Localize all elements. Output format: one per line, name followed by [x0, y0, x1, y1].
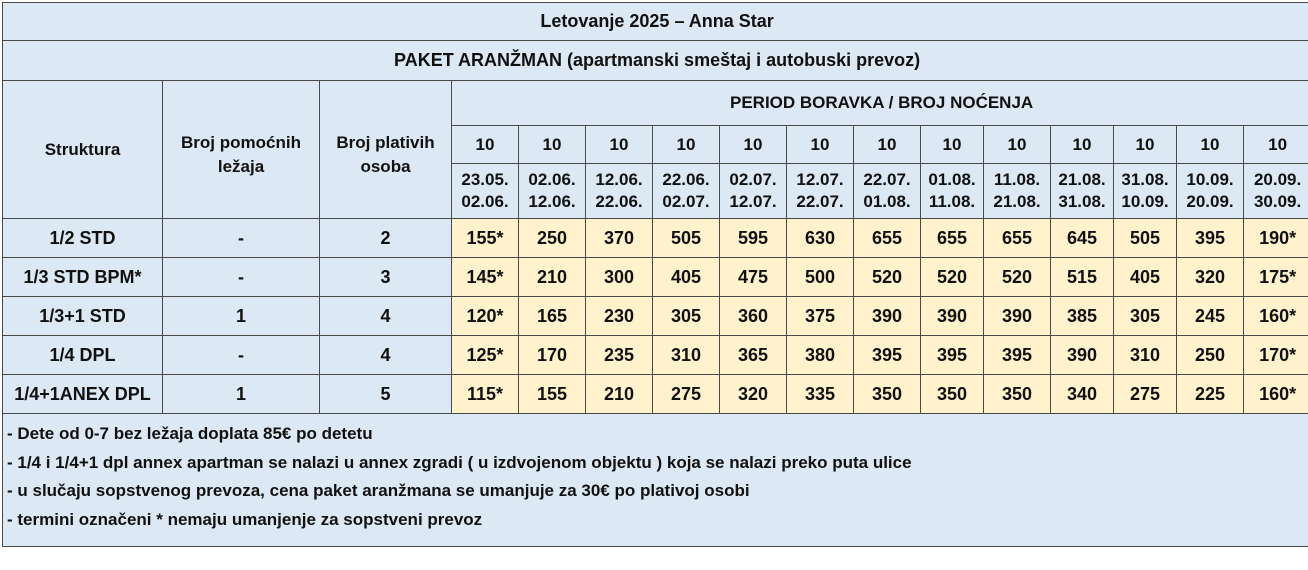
row-pomocni: -	[163, 258, 320, 297]
period-from: 23.05.	[452, 169, 518, 191]
price-cell: 515	[1051, 258, 1114, 297]
price-cell: 155*	[452, 219, 519, 258]
period-from: 20.09.	[1244, 169, 1308, 191]
row-struktura: 1/4 DPL	[3, 336, 163, 375]
period-dates	[1244, 164, 1308, 219]
price-cell: 275	[1114, 375, 1177, 414]
period-to: 20.09.	[1177, 191, 1243, 213]
period-to: 21.08.	[984, 191, 1050, 213]
period-nights: 10	[1177, 126, 1244, 164]
period-dates	[519, 164, 586, 219]
period-nights: 10	[653, 126, 720, 164]
price-cell: 300	[586, 258, 653, 297]
period-nights: 10	[921, 126, 984, 164]
period-to: 01.08.	[854, 191, 920, 213]
period-dates	[1051, 164, 1114, 219]
row-plativ: 4	[320, 297, 452, 336]
price-cell: 390	[1051, 336, 1114, 375]
price-cell: 305	[653, 297, 720, 336]
price-cell: 320	[720, 375, 787, 414]
price-cell: 395	[984, 336, 1051, 375]
table-row	[3, 336, 1308, 375]
price-cell: 115*	[452, 375, 519, 414]
price-cell: 395	[854, 336, 921, 375]
price-cell: 275	[653, 375, 720, 414]
period-to: 11.08.	[921, 191, 983, 213]
price-cell: 170	[519, 336, 586, 375]
period-dates	[921, 164, 984, 219]
row-pomocni: -	[163, 219, 320, 258]
price-cell: 225	[1177, 375, 1244, 414]
price-cell: 655	[854, 219, 921, 258]
price-cell: 505	[1114, 219, 1177, 258]
price-cell: 645	[1051, 219, 1114, 258]
row-plativ: 5	[320, 375, 452, 414]
table-row	[3, 375, 1308, 414]
period-to: 22.06.	[586, 191, 652, 213]
price-cell: 245	[1177, 297, 1244, 336]
price-cell: 365	[720, 336, 787, 375]
period-nights: 10	[452, 126, 519, 164]
period-dates	[984, 164, 1051, 219]
price-cell: 395	[1177, 219, 1244, 258]
period-dates	[720, 164, 787, 219]
price-cell: 120*	[452, 297, 519, 336]
header-struktura: Struktura	[3, 81, 163, 219]
price-cell: 390	[984, 297, 1051, 336]
price-cell: 390	[854, 297, 921, 336]
price-cell: 395	[921, 336, 984, 375]
period-nights: 10	[519, 126, 586, 164]
period-nights: 10	[787, 126, 854, 164]
period-from: 22.07.	[854, 169, 920, 191]
price-cell: 210	[586, 375, 653, 414]
period-nights: 10	[854, 126, 921, 164]
period-nights: 10	[1051, 126, 1114, 164]
row-struktura: 1/2 STD	[3, 219, 163, 258]
price-cell: 250	[519, 219, 586, 258]
period-to: 22.07.	[787, 191, 853, 213]
price-cell: 160*	[1244, 297, 1308, 336]
price-cell: 125*	[452, 336, 519, 375]
price-cell: 350	[921, 375, 984, 414]
price-cell: 520	[854, 258, 921, 297]
period-nights: 10	[586, 126, 653, 164]
row-struktura: 1/4+1ANEX DPL	[3, 375, 163, 414]
price-cell: 655	[984, 219, 1051, 258]
price-cell: 235	[586, 336, 653, 375]
row-struktura: 1/3+1 STD	[3, 297, 163, 336]
note-line: - 1/4 i 1/4+1 dpl annex apartman se nalazi u annex zgradi ( u izdvojenom objektu ) koja se nalazi preko puta ulice	[7, 449, 1307, 478]
period-from: 12.06.	[586, 169, 652, 191]
price-cell: 145*	[452, 258, 519, 297]
price-cell: 230	[586, 297, 653, 336]
price-table	[2, 2, 1308, 547]
period-from: 10.09.	[1177, 169, 1243, 191]
price-cell: 385	[1051, 297, 1114, 336]
row-struktura: 1/3 STD BPM*	[3, 258, 163, 297]
price-cell: 390	[921, 297, 984, 336]
price-cell: 350	[984, 375, 1051, 414]
period-dates	[452, 164, 519, 219]
period-nights: 10	[1244, 126, 1308, 164]
price-cell: 305	[1114, 297, 1177, 336]
price-cell: 350	[854, 375, 921, 414]
price-cell: 175*	[1244, 258, 1308, 297]
price-cell: 335	[787, 375, 854, 414]
price-cell: 405	[653, 258, 720, 297]
price-cell: 320	[1177, 258, 1244, 297]
header-period: PERIOD BORAVKA / BROJ NOĆENJA	[452, 81, 1308, 126]
period-from: 12.07.	[787, 169, 853, 191]
price-cell: 380	[787, 336, 854, 375]
period-dates	[653, 164, 720, 219]
table-subtitle: PAKET ARANŽMAN (apartmanski smeštaj i autobuski prevoz)	[3, 41, 1308, 81]
row-pomocni: 1	[163, 375, 320, 414]
period-to: 31.08.	[1051, 191, 1113, 213]
notes-section	[3, 414, 1308, 547]
row-pomocni: 1	[163, 297, 320, 336]
price-cell: 520	[984, 258, 1051, 297]
period-from: 01.08.	[921, 169, 983, 191]
price-cell: 370	[586, 219, 653, 258]
note-line: - u slučaju sopstvenog prevoza, cena paket aranžmana se umanjuje za 30€ po plativoj osobi	[7, 477, 1307, 506]
price-cell: 375	[787, 297, 854, 336]
price-cell: 250	[1177, 336, 1244, 375]
note-line: - Dete od 0-7 bez ležaja doplata 85€ po detetu	[7, 420, 1307, 449]
period-from: 21.08.	[1051, 169, 1113, 191]
price-cell: 170*	[1244, 336, 1308, 375]
row-plativ: 4	[320, 336, 452, 375]
period-from: 22.06.	[653, 169, 719, 191]
period-nights: 10	[984, 126, 1051, 164]
period-nights: 10	[720, 126, 787, 164]
period-to: 30.09.	[1244, 191, 1308, 213]
table-row	[3, 258, 1308, 297]
price-cell: 340	[1051, 375, 1114, 414]
period-to: 02.07.	[653, 191, 719, 213]
period-to: 12.07.	[720, 191, 786, 213]
price-cell: 655	[921, 219, 984, 258]
row-pomocni: -	[163, 336, 320, 375]
period-dates	[1177, 164, 1244, 219]
price-cell: 505	[653, 219, 720, 258]
price-cell: 520	[921, 258, 984, 297]
table-row	[3, 297, 1308, 336]
period-from: 02.07.	[720, 169, 786, 191]
price-cell: 160*	[1244, 375, 1308, 414]
header-plativ: Broj plativih osoba	[320, 81, 452, 219]
table-row	[3, 219, 1308, 258]
price-cell: 500	[787, 258, 854, 297]
price-cell: 310	[1114, 336, 1177, 375]
price-cell: 595	[720, 219, 787, 258]
price-cell: 155	[519, 375, 586, 414]
note-line: - termini označeni * nemaju umanjenje za sopstveni prevoz	[7, 506, 1307, 535]
period-to: 02.06.	[452, 191, 518, 213]
period-dates	[1114, 164, 1177, 219]
price-cell: 475	[720, 258, 787, 297]
price-cell: 630	[787, 219, 854, 258]
header-pomocni: Broj pomoćnih ležaja	[163, 81, 320, 219]
row-plativ: 3	[320, 258, 452, 297]
table-title: Letovanje 2025 – Anna Star	[3, 3, 1308, 41]
period-from: 02.06.	[519, 169, 585, 191]
period-dates	[586, 164, 653, 219]
price-cell: 360	[720, 297, 787, 336]
price-cell: 190*	[1244, 219, 1308, 258]
period-nights: 10	[1114, 126, 1177, 164]
price-cell: 405	[1114, 258, 1177, 297]
price-cell: 210	[519, 258, 586, 297]
period-to: 12.06.	[519, 191, 585, 213]
price-cell: 165	[519, 297, 586, 336]
period-from: 31.08.	[1114, 169, 1176, 191]
row-plativ: 2	[320, 219, 452, 258]
period-to: 10.09.	[1114, 191, 1176, 213]
period-dates	[854, 164, 921, 219]
price-cell: 310	[653, 336, 720, 375]
period-from: 11.08.	[984, 169, 1050, 191]
period-dates	[787, 164, 854, 219]
